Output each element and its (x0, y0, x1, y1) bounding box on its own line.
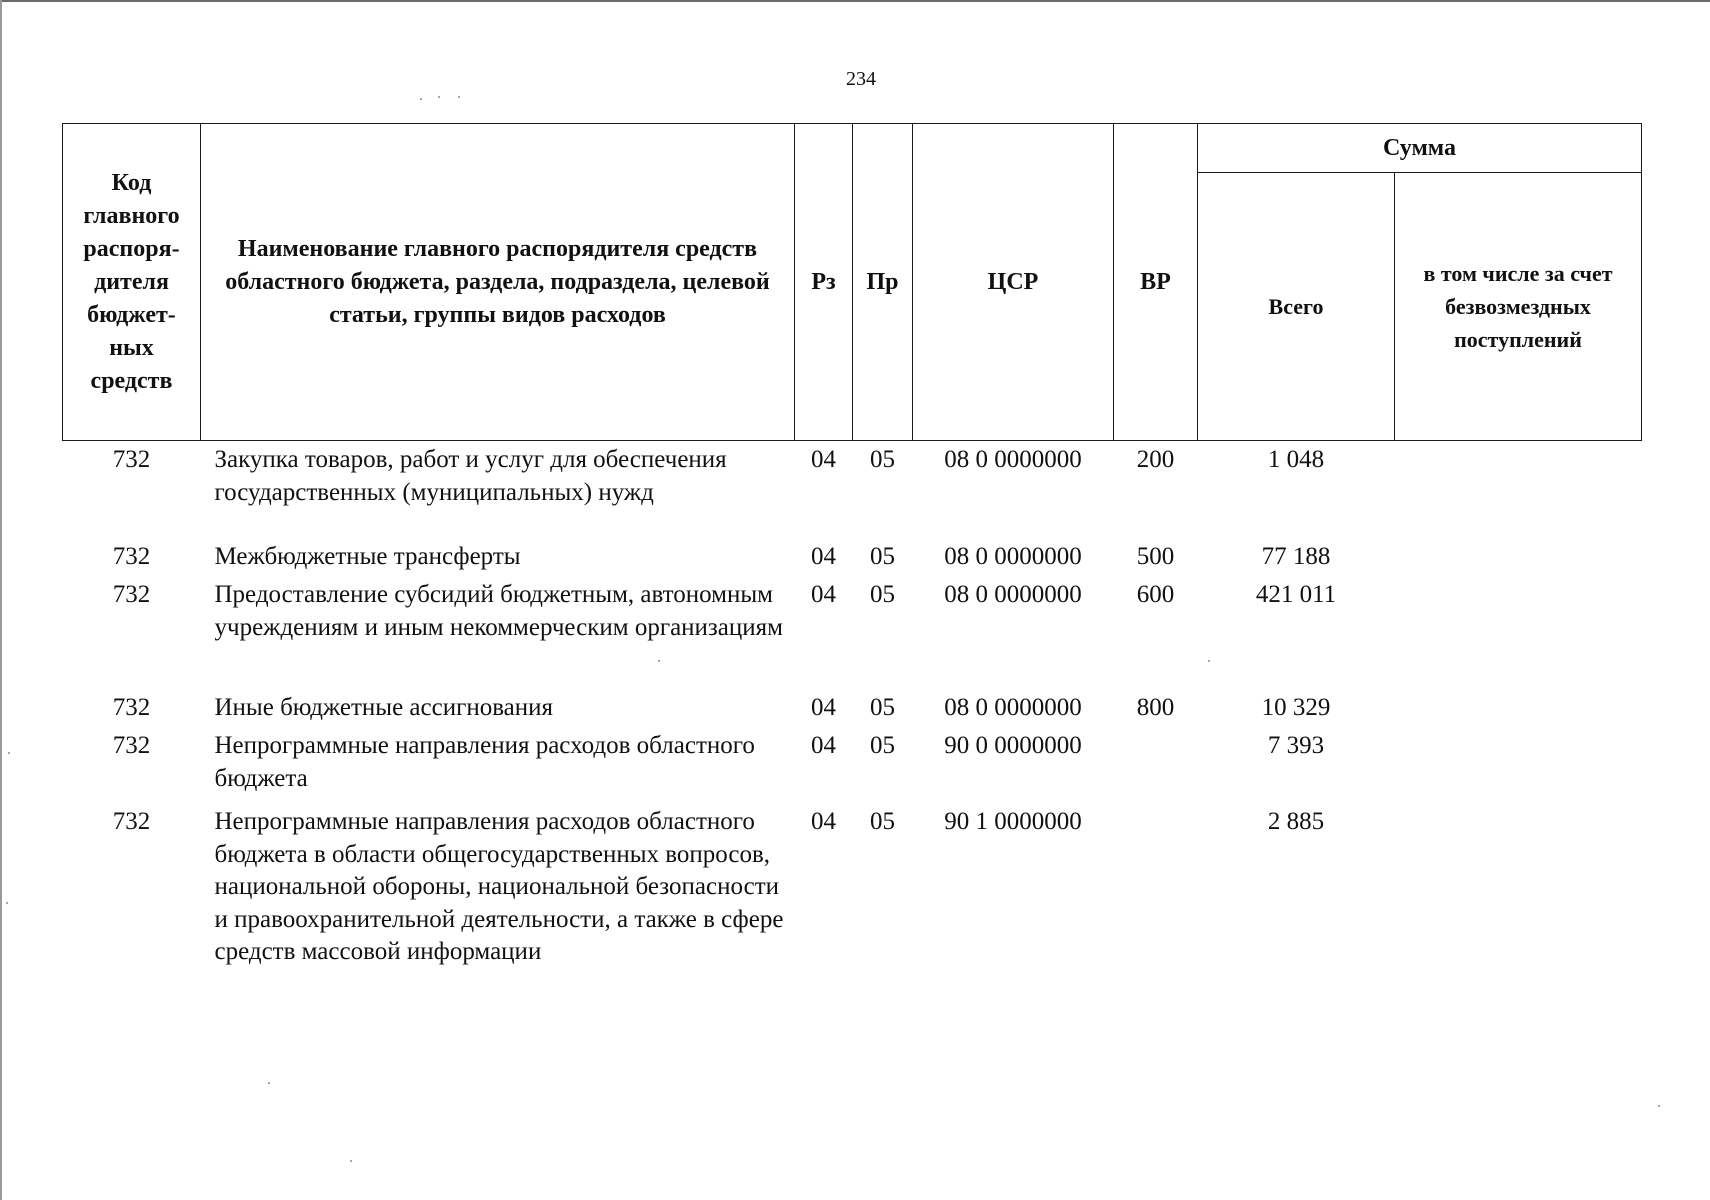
scan-edge-left (0, 0, 2, 1200)
cell-total: 1 048 (1267, 446, 1325, 473)
cell-code: 732 (112, 543, 151, 570)
cell-csr: 08 0 0000000 (944, 694, 1082, 721)
cell-vr: 600 (1136, 581, 1175, 608)
header-pr: Пр (853, 124, 913, 441)
cell-pr: 05 (870, 446, 895, 473)
scan-edge-top (0, 0, 1710, 2)
header-csr: ЦСР (913, 124, 1114, 441)
budget-table (62, 123, 1642, 1046)
cell-grants (1395, 441, 1642, 542)
cell-code: 732 (112, 694, 151, 721)
cell-total: 7 393 (1267, 732, 1325, 759)
cell-rz: 04 (811, 543, 836, 570)
cell-total: 2 885 (1267, 808, 1325, 835)
cell-vr: 800 (1136, 694, 1175, 721)
cell-grants (1395, 579, 1642, 692)
scan-speck (1658, 1105, 1660, 1107)
header-name: Наименование главного распорядителя средств областного бюджета, раздела, подраздела, целевой статьи, группы видов расходов (201, 124, 795, 441)
cell-code: 732 (112, 581, 151, 608)
cell-name: Межбюджетные трансферты (214, 543, 521, 570)
header-rz: Рз (795, 124, 853, 441)
cell-rz: 04 (811, 732, 836, 759)
cell-name: Иные бюджетные ассигнования (214, 694, 554, 721)
scan-speck (8, 752, 10, 754)
table-row (63, 806, 1642, 1046)
header-code: Код главного распоря-дителя бюджет-ных средств (63, 124, 201, 441)
cell-csr: 90 0 0000000 (944, 732, 1082, 759)
cell-pr: 05 (870, 694, 895, 721)
cell-vr (1114, 730, 1198, 806)
cell-rz: 04 (811, 694, 836, 721)
page-number: 234 (846, 68, 876, 90)
scan-speck (438, 96, 440, 98)
cell-pr: 05 (870, 808, 895, 835)
cell-rz: 04 (811, 581, 836, 608)
cell-name: Непрограммные направления расходов областного бюджета (214, 732, 755, 792)
cell-code: 732 (112, 446, 151, 473)
table-row (63, 730, 1642, 806)
header-total: Всего (1198, 173, 1395, 441)
cell-grants (1395, 806, 1642, 1046)
cell-rz: 04 (811, 808, 836, 835)
cell-csr: 08 0 0000000 (944, 543, 1082, 570)
cell-vr: 200 (1136, 446, 1175, 473)
cell-csr: 08 0 0000000 (944, 446, 1082, 473)
cell-csr: 08 0 0000000 (944, 581, 1082, 608)
cell-pr: 05 (870, 732, 895, 759)
cell-total: 10 329 (1261, 694, 1331, 721)
scan-speck (458, 96, 460, 98)
cell-total: 77 188 (1261, 543, 1331, 570)
cell-grants (1395, 730, 1642, 806)
cell-csr: 90 1 0000000 (944, 808, 1082, 835)
cell-code: 732 (112, 732, 151, 759)
cell-total: 421 011 (1255, 581, 1337, 608)
table-row (63, 541, 1642, 579)
cell-pr: 05 (870, 581, 895, 608)
table-row (63, 579, 1642, 692)
cell-vr: 500 (1136, 543, 1175, 570)
cell-name: Предоставление субсидий бюджетным, автономным учреждениям и иным некоммерческим организациям (214, 581, 783, 641)
cell-code: 732 (112, 808, 151, 835)
cell-vr (1114, 806, 1198, 1046)
cell-name: Закупка товаров, работ и услуг для обеспечения государственных (муниципальных) нужд (214, 446, 727, 506)
scan-speck (420, 98, 422, 100)
table-row (63, 441, 1642, 542)
header-sum: Сумма (1198, 124, 1642, 173)
cell-grants (1395, 692, 1642, 730)
cell-rz: 04 (811, 446, 836, 473)
header-grants: в том числе за счет безвозмездных поступлений (1395, 173, 1642, 441)
cell-grants (1395, 541, 1642, 579)
table-row (63, 692, 1642, 730)
cell-name: Непрограммные направления расходов областного бюджета в области общегосударственных вопросов, национальной обороны, национальной безопасности и правоохранительной деятельности, а также в сфере средств массовой информации (214, 808, 784, 965)
scan-speck (268, 1082, 270, 1084)
scan-speck (6, 902, 8, 904)
header-vr: ВР (1114, 124, 1198, 441)
scan-speck (350, 1160, 352, 1162)
cell-pr: 05 (870, 543, 895, 570)
